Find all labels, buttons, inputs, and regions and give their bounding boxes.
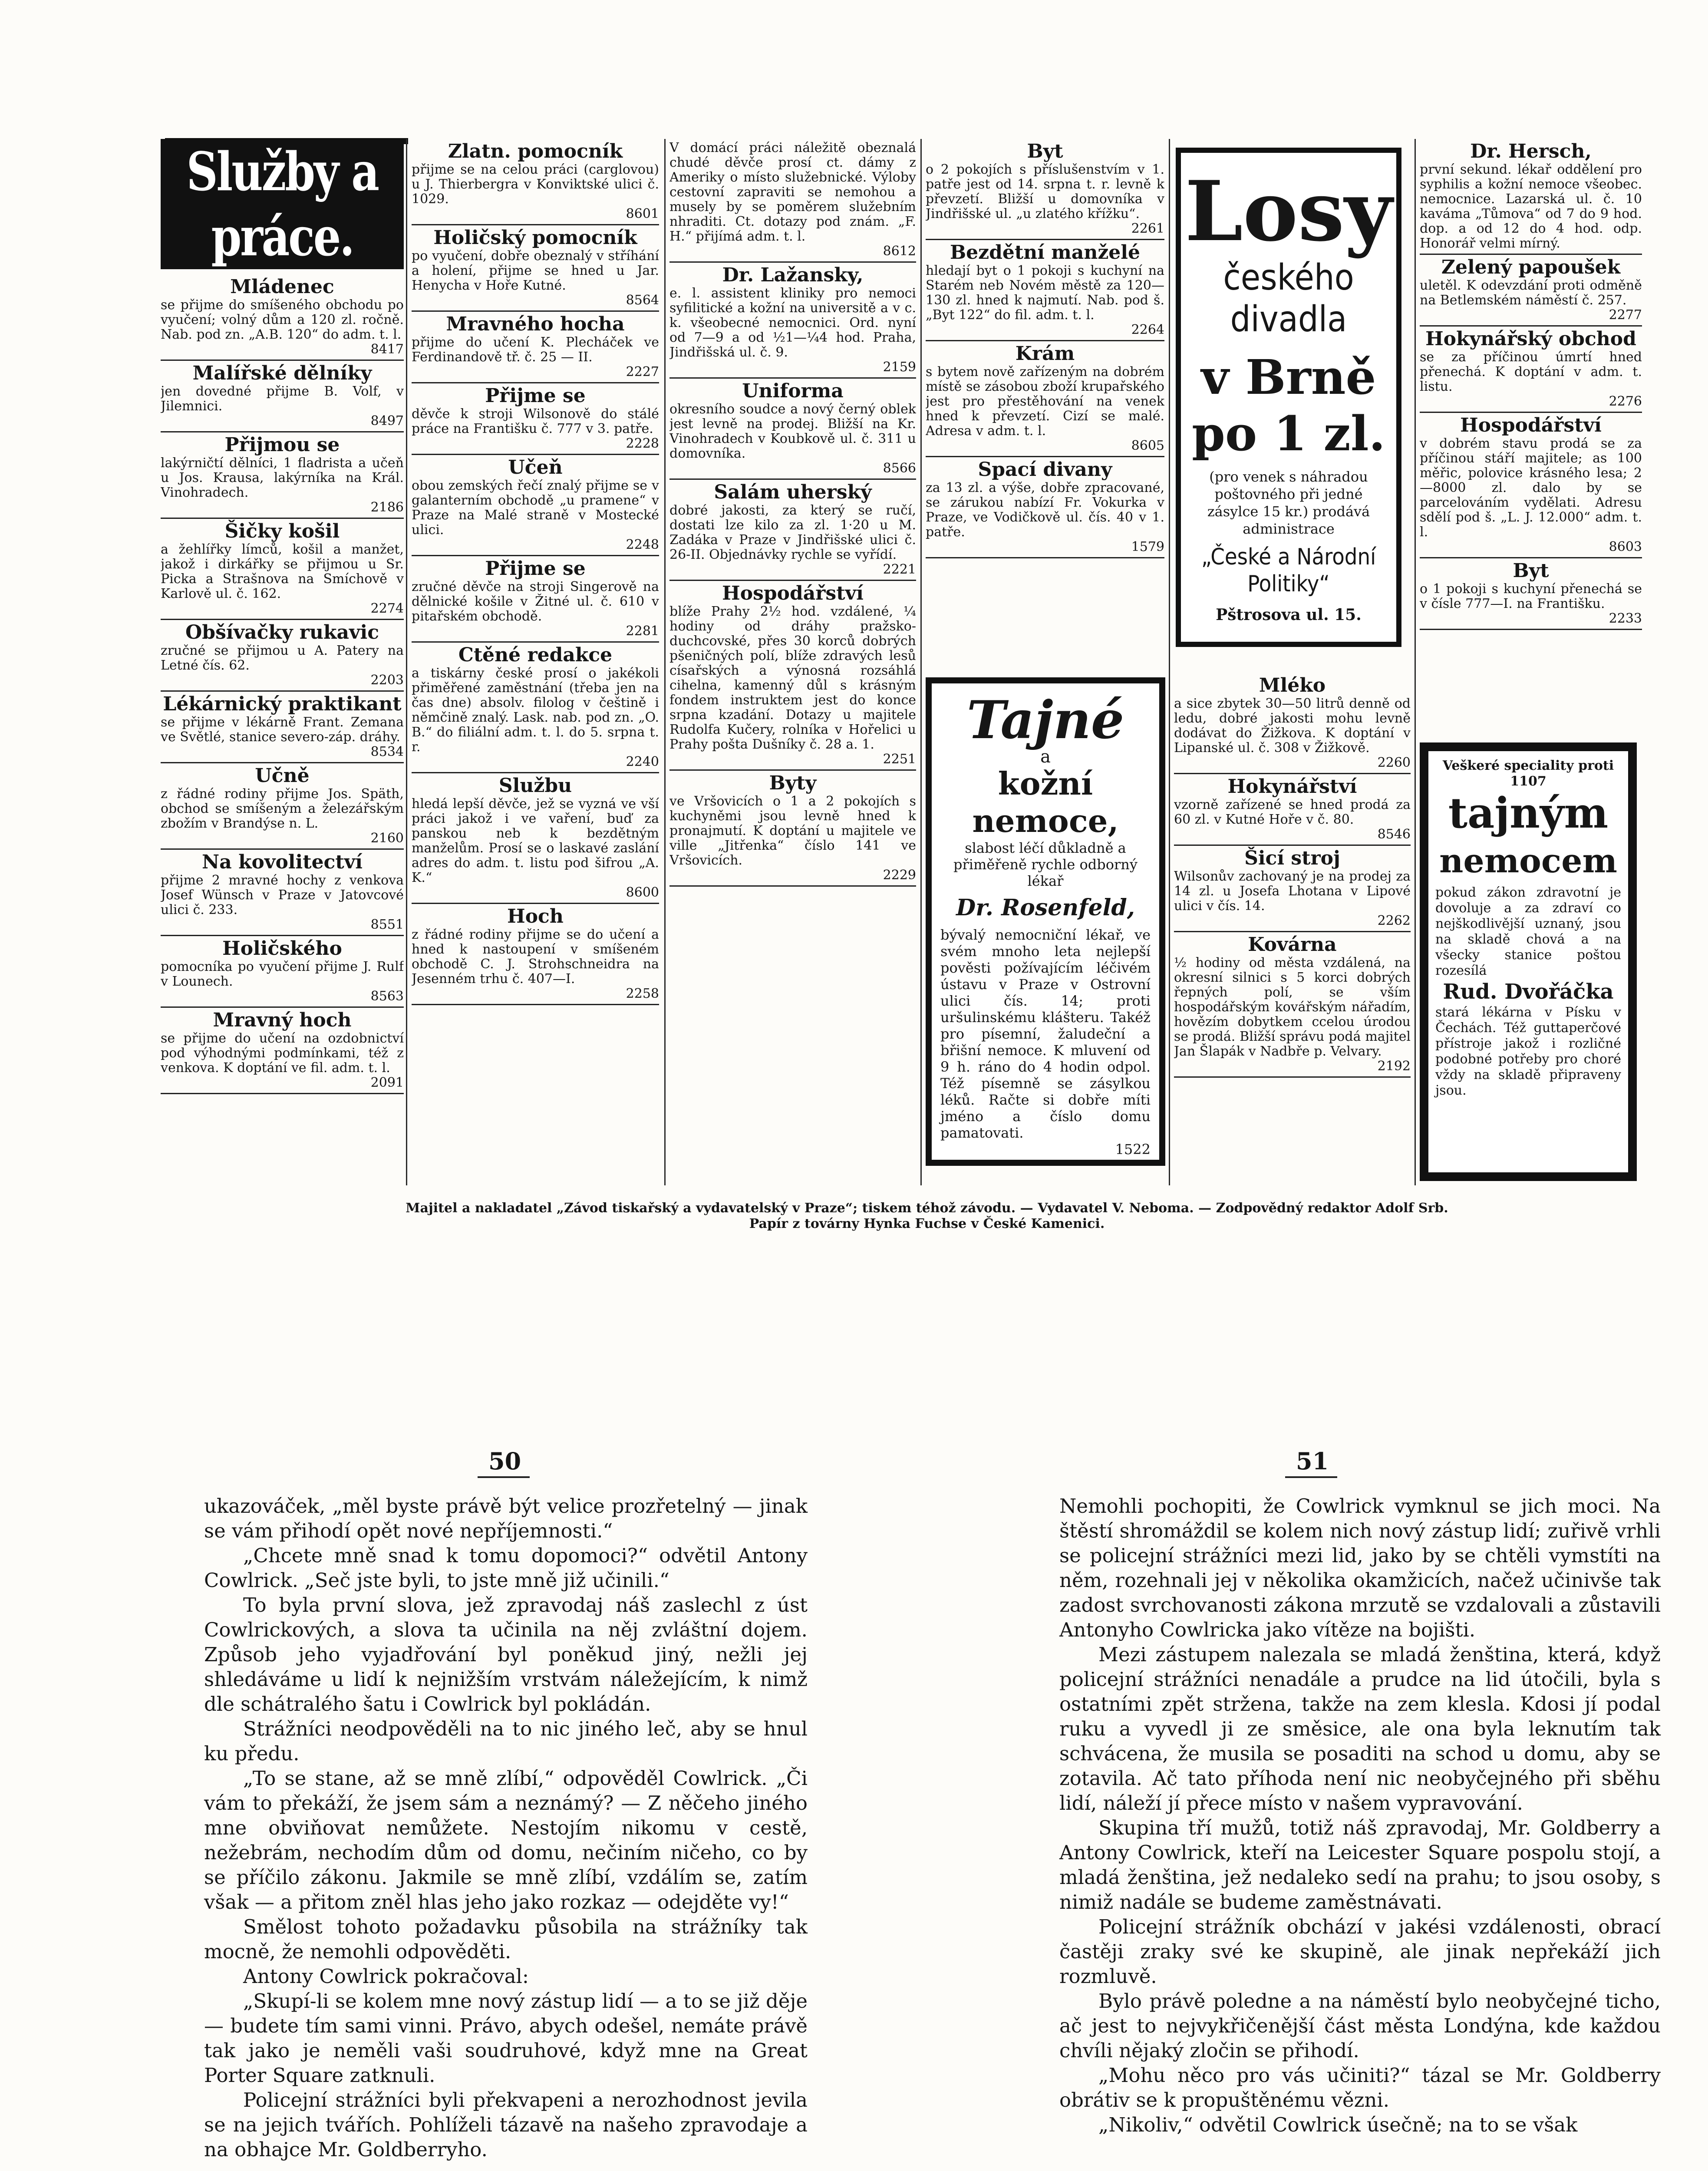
tajny-text: pokud zákon zdravotní je dovoluje a za zdraví co nejškodlivější uznaný, jsou na skladě chová a na všecky stanice poštou rozesílá	[1435, 885, 1621, 978]
ad-heading: Službu	[498, 775, 572, 797]
tajne-title: Tajné	[966, 690, 1124, 751]
ad-heading: Učně	[255, 765, 310, 787]
ad-heading: Spací divany	[978, 459, 1112, 481]
losy-line3: po 1 zl.	[1192, 406, 1385, 462]
ad-number: 8600	[626, 885, 659, 900]
ad-heading: Hospodářství	[722, 582, 864, 604]
ads-column-5	[1174, 673, 1411, 1181]
classified-ad	[1420, 558, 1642, 630]
ad-text: zručné děvče na stroji Singerově na dělnické košile v Žitné ul. č. 610 v pitařském obchodě.	[412, 579, 659, 624]
ad-text: hledá lepší děvče, jež se vyzná ve vší práci jakož i ve vaření, buď za panskou neb k bezdětným manželům. Prosí se o laskavé zaslání adres do adm. t. listu pod šifrou „A. K.“	[412, 796, 659, 885]
page-number-rule	[1285, 1476, 1337, 1478]
classified-ad	[412, 556, 659, 643]
tajne-doctor: Dr. Rosenfeld,	[956, 894, 1135, 921]
ad-heading: Hospodářství	[1460, 414, 1602, 436]
classified-ad	[926, 139, 1164, 240]
ad-number: 8603	[1609, 539, 1642, 554]
ad-text: v dobrém stavu prodá se za příčinou stáří majitele; as 100 měřic, polovice krásného lesa; 2—8000 zl. dalo by se parcelováním vydělati. Adresu sdělí pod š. „L. J. 12.000“ adm. t. l.	[1420, 436, 1642, 540]
column-divider	[1415, 139, 1416, 1185]
ad-heading: Hokynářství	[1227, 775, 1357, 798]
tajne-nemoce-advertisement	[926, 677, 1165, 1166]
book-paragraph: Bylo právě poledne a na náměstí bylo neobyčejné ticho, ač jest to nejvykřičenější část města Londýna, kde každou chvíli nějaký zločin se přihodí.	[1059, 1990, 1661, 2062]
ad-number: 2274	[370, 601, 404, 616]
ad-heading: Přijmou se	[224, 434, 340, 456]
book-paragraph: „Skupí-li se kolem mne nový zástup lidí — a to se již děje — budete tím sami vinni. Právo, abych odešel, nemáte právě tak jako je neměli vaši soudruhové, když mne na Great Porter Square zatknuli.	[204, 1990, 808, 2087]
classified-ad	[669, 581, 916, 771]
ad-heading: Přijme se	[485, 385, 586, 407]
ad-text: se přijme do učení na ozdobnictví pod výhodnými podmínkami, též z venkova. K doptání ve fil. adm. t. l.	[161, 1031, 404, 1076]
classified-ad	[161, 432, 404, 519]
ad-number: 2160	[370, 831, 404, 846]
book-paragraph: Strážníci neodpověděli na to nic jiného leč, aby se hnul ku předu.	[204, 1717, 808, 1765]
ad-text: ½ hodiny od města vzdálená, na okresní silnici s 5 korci dobrých řepných polí, se vším hospodářským kovářským nářadím, hovězím dobytkem ccelou úrodou se prodá. Bližší správu podá majitel Jan Šlapák v Nadbře p. Velvary.	[1174, 955, 1411, 1059]
ad-text: se přijme do smíšeného obchodu po vyučení; volný dům a 120 zl. ročně. Nab. pod zn. „A.B. 120“ do adm. t. l.	[161, 297, 404, 342]
ad-heading: Hokynářský obchod	[1425, 328, 1636, 350]
tajny-top-text: Veškeré speciality proti	[1442, 758, 1614, 773]
book-paragraph: Antony Cowlrick pokračoval:	[243, 1965, 529, 1988]
column-divider	[920, 139, 922, 1185]
ad-heading: Malířské dělníky	[192, 362, 372, 384]
ad-number: 8563	[370, 989, 404, 1004]
imprint-line2: Papír z továrny Hynka Fuchse v České Kamenici.	[749, 1216, 1105, 1231]
ad-heading: Holičský pomocník	[433, 227, 637, 249]
ad-heading: Krám	[1015, 343, 1075, 365]
classified-ad	[161, 936, 404, 1008]
ad-heading: Zelený papoušek	[1441, 256, 1621, 278]
classified-ad	[412, 383, 659, 455]
losy-line2: v Brně	[1201, 349, 1376, 405]
ad-number: 2261	[1131, 221, 1164, 236]
classified-ad	[669, 139, 916, 263]
ad-heading: Obšívačky rukavic	[185, 621, 379, 643]
ad-number: 2277	[1609, 307, 1642, 323]
classified-ad	[412, 643, 659, 773]
ad-text: Wilsonův zachovaný je na prodej za 14 zl. u Josefa Lhotana v Lipové ulici v čís. 14.	[1174, 869, 1411, 914]
classified-ad	[926, 240, 1164, 341]
ad-heading: Kovárna	[1248, 934, 1337, 956]
book-paragraph: „Mohu něco pro vás učiniti?“ tázal se Mr. Goldberry obrátiv se k propuštěnému vězni.	[1059, 2064, 1661, 2112]
ad-number: 2262	[1377, 913, 1411, 928]
ad-number: 2227	[626, 364, 659, 379]
book-page-left	[204, 1494, 808, 2162]
ad-text: se za příčinou úmrtí hned přenechá. K doptání v adm. t. listu.	[1420, 350, 1642, 394]
classified-ad	[161, 274, 404, 361]
ad-heading: Dr. Hersch,	[1470, 140, 1592, 162]
classified-ad	[1420, 139, 1642, 255]
classified-ad	[1174, 673, 1411, 774]
ad-number: 2276	[1609, 394, 1642, 409]
ad-text: ve Vršovicích o 1 a 2 pokojích s kuchyněmi jsou levně hned k pronajmutí. K doptání u majitele ve ville „Jitřenka“ číslo 141 ve Vršovicích.	[669, 794, 916, 868]
ad-text: z řádné rodiny přijme Jos. Späth, obchod se smíšeným a železářským zbožím v Brandýse n. L.	[161, 786, 404, 831]
ad-text: přijme 2 mravné hochy z venkova Josef Wünsch v Praze v Jatovcové ulici č. 233.	[161, 873, 404, 917]
tajne-number: 1522	[1115, 1141, 1151, 1158]
classified-ad	[412, 904, 659, 1005]
book-paragraph: To byla první slova, jež zpravodaj náš zaslechl z úst Cowlrickových, a slova ta učinila na něj zvláštní dojem. Způsob jeho vyjadřování byl poněkud jiný, nežli jej shledáváme u lidí k nejnižším vrstvám náležejícím, k nimž dle schátralého šatu i Cowlrick byl pokládán.	[204, 1594, 808, 1716]
ad-number: 2281	[626, 624, 659, 639]
ad-text: pomocníka po vyučení přijme J. Rulf v Lounech.	[161, 959, 404, 989]
ad-text: obou zemských řečí znalý přijme se v galanterním obchodě „u pramene“ v Praze na Malé straně v Mostecké ulici.	[412, 478, 659, 538]
classified-ad	[161, 763, 404, 850]
ad-number: 8417	[370, 342, 404, 357]
tajne-text2: bývalý nemocniční lékař, ve svém mnoho leta nejlepší pověsti požívajícím léčivém ústavu v Praze v Ostrovní ulici čís. 14; proti uršulinskému klášteru. Takéž pro písemní, žaludeční a břišní nemoce. K mluvení od 9 h. ráno do 4 hodin odpol. Též písemně se zásylkou léků. Račte si dobře míti jméno a číslo domu pamatovati.	[940, 927, 1151, 1141]
column-divider	[664, 139, 666, 1185]
ads-column-4	[926, 139, 1164, 677]
classified-ad	[926, 341, 1164, 457]
section-banner: Služby a práce.	[161, 139, 404, 269]
ad-number: 8551	[370, 917, 404, 932]
ads-column-3	[669, 139, 916, 1181]
ad-heading: Dr. Lažansky,	[722, 264, 864, 286]
ad-number: 8564	[626, 293, 659, 308]
ad-text: první sekund. lékař oddělení pro syphilis a kožní nemoce všeobec. nemocnice. Lazarská ul. č. 10 kaváma „Tůmova“ od 7 do 9 hod. dop. a od 12 do 4 hod. odp. Honorář velmi mírný.	[1420, 162, 1642, 251]
ad-text: děvče k stroji Wilsonově do stálé práce na Františku č. 777 v 3. patře.	[412, 406, 659, 436]
ad-text: přijme do učení K. Plecháček ve Ferdinandově tř. č. 25 — II.	[412, 335, 659, 365]
ad-heading: Mléko	[1259, 674, 1326, 696]
ad-text: z řádné rodiny přijme se do učení a hned k nastoupení v smíšeném obchodě C. J. Strohschneidra na Jesenném trhu č. 407—I.	[412, 927, 659, 987]
ad-heading: Salám uherský	[714, 481, 872, 503]
ad-number: 2258	[626, 986, 659, 1001]
classified-ad	[669, 263, 916, 379]
classified-ad	[669, 771, 916, 887]
classified-ad	[1420, 255, 1642, 327]
ad-number: 2186	[370, 500, 404, 515]
page-number-right: 51	[1296, 1447, 1329, 1475]
losy-line4: (pro venek s náhradou poštovného při jedné zásylce 15 kr.) prodává administrace	[1207, 469, 1370, 537]
book-page-right	[1059, 1494, 1661, 2137]
ad-heading: Šičky košil	[224, 520, 340, 542]
ads-column-6	[1420, 139, 1642, 738]
losy-line6: Pštrosova ul. 15.	[1216, 606, 1362, 624]
imprint-line1: Majitel a nakladatel „Závod tiskařský a vydavatelský v Praze“; tiskem téhož závodu. — Vydavatel V. Neboma. — Zodpovědný redaktor Adolf Srb.	[406, 1201, 1448, 1216]
ad-number: 8566	[883, 461, 916, 476]
ad-number: 2221	[883, 562, 916, 577]
ad-number: 2260	[1377, 755, 1411, 770]
imprint	[204, 1201, 1650, 1232]
classified-ad	[412, 312, 659, 383]
ad-text: přijme se na celou práci (carglovou) u J. Thierbergra v Konviktské ulici č. 1029.	[412, 162, 659, 207]
ad-text: lakýrničtí dělníci, 1 fladrista a učeň u Jos. Krausa, lakýrníka na Král. Vinohradech.	[161, 455, 404, 500]
ad-number: 8605	[1131, 438, 1164, 453]
ad-number: 8497	[370, 413, 404, 429]
ad-text: o 1 pokoji s kuchyní přenechá se v čísle 777—I. na Františku.	[1420, 581, 1642, 611]
ad-number: 2159	[883, 360, 916, 375]
ad-text: e. l. assistent kliniky pro nemoci syfilitické a kožní na universitě a v c. k. všeobecné nemocnici. Ord. nyní od 7—9 a od ½1—¼4 hod. Praha, Jindřišská ul. č. 9.	[669, 286, 916, 360]
column-divider	[1169, 139, 1170, 1185]
classified-ad	[412, 225, 659, 312]
classified-ad	[161, 1008, 404, 1094]
book-paragraph: Nemohli pochopiti, že Cowlrick vymknul se jich moci. Na štěstí shromáždil se kolem nich nový zástup lidí; zuřivě vrhli se policejní strážníci mezi lid, jako by se chtěli vymstíti na něm, rozehnali jej v několika okamžicích, načež učinivše tak zadost svrchovanosti zákona mrzutě se vzdalovali a zůstavili Antonyho Cowlricka jako vítěze na bojišti.	[1059, 1495, 1661, 1641]
ad-heading: Zlatn. pomocník	[448, 140, 623, 162]
ad-heading: Na kovolitectví	[202, 851, 363, 873]
book-paragraph: Smělost tohoto požadavku působila na strážníky tak mocně, že nemohli odpověděti.	[204, 1915, 808, 1963]
classified-ad	[161, 361, 404, 432]
ad-text: se přijme v lékárně Frant. Zemana ve Světlé, stanice severo-záp. dráhy.	[161, 715, 404, 745]
ad-text: zručné se přijmou u A. Patery na Letné čís. 62.	[161, 643, 404, 673]
classified-ad	[161, 519, 404, 620]
classified-ad	[412, 773, 659, 904]
classified-ad	[161, 850, 404, 936]
classified-ad	[161, 692, 404, 763]
ad-heading: Byt	[1027, 140, 1063, 162]
ad-text: o 2 pokojích s příslušenstvím v 1. patře jest od 14. srpna t. r. levně k převzetí. Bližší u domovníka v Jindřišské ul. „u zlatého křížku“.	[926, 162, 1164, 221]
classified-ad	[1174, 774, 1411, 846]
ad-heading: Bezdětní manželé	[950, 241, 1141, 264]
ad-heading: Lékárnický praktikant	[163, 693, 402, 715]
ad-text: V domácí práci náležitě obeznalá chudé děvče prosí ct. dámy z Ameriky o místo služebnické. Výloby cestovní zapraviti se nemohou a musely by se poměrem služebním nhraditi. Ct. dotazy pod znám. „F. H.“ přijímá adm. t. l.	[669, 140, 916, 244]
ad-heading: Mravného hocha	[446, 313, 625, 335]
classified-ad	[1174, 932, 1411, 1078]
ad-heading: Holičského	[222, 937, 342, 960]
classified-ad	[669, 480, 916, 581]
ad-text: po vyučení, dobře obeznalý v stříhání a holení, přijme se hned u Jar. Henycha v Hoře Kutné.	[412, 248, 659, 293]
ad-heading: Ctěné redakce	[458, 644, 613, 666]
tajny-name: Rud. Dvořáčka	[1443, 980, 1614, 1004]
classified-ad	[669, 379, 916, 480]
book-paragraph: Skupina tří mužů, totiž náš zpravodaj, Mr. Goldberry a Antony Cowlrick, kteří na Leicester Square pospolu stojí, a mladá ženština, jež nedaleko sedí na prahu; to jsou osoby, s nimiž nadále se budeme zaměstnávati.	[1059, 1816, 1661, 1914]
tajny-big2: nemocem	[1439, 841, 1617, 880]
ad-heading: Byty	[769, 772, 817, 794]
ad-heading: Uniforma	[742, 380, 844, 402]
tajny-text2: stará lékárna v Písku v Čechách. Též guttaperčové přístroje jakož i rozličné podobné potřeby pro choré vždy na skladě připraveny jsou.	[1435, 1005, 1621, 1098]
ad-number: 8612	[883, 244, 916, 259]
losy-advertisement	[1176, 148, 1401, 647]
ad-number: 2228	[626, 436, 659, 451]
page-number-rule	[478, 1476, 530, 1478]
classified-ad	[926, 457, 1164, 558]
classified-ad	[161, 620, 404, 692]
ad-text: a žehlířky límců, košil a manžet, jakož i dirkářky se přijmou u Sr. Picka a Strašnova na Smíchově v Karlově ul. č. 162.	[161, 542, 404, 601]
book-paragraph: ukazováček, „měl byste právě být velice prozřetelný — jinak se vám přihodí opět nové nepříjemnosti.“	[204, 1495, 808, 1542]
ad-text: s bytem nově zařízeným na dobrém místě se zásobou zboží krupařského jest pro přestěhování na venek hned k převzetí. Cizí se malé. Adresa v adm. t. l.	[926, 364, 1164, 439]
losy-title: Losy	[1185, 163, 1392, 260]
ad-number: 8601	[626, 206, 659, 221]
ad-number: 2248	[626, 537, 659, 552]
ad-heading: Přijme se	[485, 558, 586, 580]
classified-ad	[1420, 413, 1642, 558]
ad-text: uletěl. K odevzdání proti odměně na Betlemském náměstí č. 257.	[1420, 278, 1642, 308]
ads-column-2	[412, 139, 659, 1181]
ad-text: blíže Prahy 2½ hod. vzdálené, ¼ hodiny od dráhy pražsko-duchcovské, přes 30 korců dobrých pšeničných polí, blíže zdravých lesů císařských a výnosná rozsáhlá cihelna, kamenný důl s krásným fondem instruktem jest do konce srpna kzadání. Dotazy u majitele Rudolfa Kučery, rolníka v Hořelici u Prahy pošta Dušníky č. 28 a. 1.	[669, 604, 916, 752]
column-divider	[406, 139, 407, 1185]
classified-ad	[1174, 846, 1411, 932]
book-paragraph: Mezi zástupem nalezala se mladá ženština, která, když policejní strážníci nenadále a prudce na lid útočili, byla s ostatními zpět stržena, takže na zem klesla. Kdosi jí podal ruku a vyvedl ji ze směsice, ale ona byla leknutím tak schvácena, že musila se posaditi na schod u domu, aby se zotavila. Ač tato příhoda není nic neobyčejného při sběhu lidí, náleží jí přece místo v našem vypravování.	[1059, 1643, 1661, 1815]
ad-text: hledají byt o 1 pokoji s kuchyní na Starém neb Novém městě za 120—130 zl. hned k najmutí. Nab. pod š. „Byt 122“ do fil. adm. t. l.	[926, 263, 1164, 323]
tajny-top-number: 1107	[1510, 774, 1546, 789]
ad-number: 2229	[883, 868, 916, 883]
ad-number: 1579	[1131, 539, 1164, 554]
losy-line5: „České a Národní Politiky“	[1201, 544, 1376, 597]
tajny-top	[1435, 758, 1621, 789]
book-paragraph: „To se stane, až se mně zlíbí,“ odpověděl Cowlrick. „Či vám to překáží, že jsem sám a neznámý? — Z něčeho jiného mne obviňovat nemůžete. Nestojím nikomu v cestě, nežebrám, nechodím dům od domu, nečiním ničeho, co by se příčilo zákonu. Jakmile se mně zlíbí, vzdálím se, zatím však — a přitom zněl hlas jeho jako rozkaz — odejděte vy!“	[204, 1767, 808, 1914]
classified-ad	[1420, 327, 1642, 413]
ads-column-1	[161, 139, 404, 1181]
ad-number: 2264	[1131, 322, 1164, 337]
ad-text: okresního soudce a nový černý oblek jest levně na prodej. Bližší na Kr. Vinohradech v Koubkově ul. č. 311 u domovníka.	[669, 402, 916, 461]
ad-heading: Byt	[1513, 560, 1549, 582]
ad-number: 2251	[883, 752, 916, 767]
ad-heading: Mládenec	[230, 276, 334, 298]
ad-number: 2192	[1377, 1059, 1411, 1074]
tajne-subtitle: kožní nemoce,	[972, 765, 1119, 839]
classified-ad	[412, 139, 659, 225]
ad-heading: Šicí stroj	[1244, 847, 1340, 869]
tajne-a: a	[1040, 747, 1051, 767]
classified-ads-section	[161, 139, 1642, 1185]
ad-text: dobré jakosti, za který se ručí, dostati lze kilo za zl. 1·20 u M. Zadáka v Praze v Jindřišské ulici č. 26-II. Objednávky rychle se vyřídí.	[669, 503, 916, 562]
book-paragraph: Policejní strážníci byli překvapeni a nerozhodnost jevila se na jejich tvářích. Pohlíželi tázavě na našeho zpravodaje a na obhajce Mr. Goldberryho.	[204, 2089, 808, 2161]
tajne-text1: slabost léčí důkladně a přiměřeně rychle odborný lékař	[953, 840, 1138, 889]
losy-line1: českého divadla	[1223, 257, 1354, 340]
ad-text: za 13 zl. a výše, dobře zpracované, se zárukou nabízí Fr. Vokurka v Praze, ve Vodičkově ul. čís. 40 v 1. patře.	[926, 480, 1164, 540]
ad-text: jen dovedné přijme B. Volf, v Jilemnici.	[161, 384, 404, 414]
ad-text: a sice zbytek 30—50 litrů denně od ledu, dobré jakosti mohu levně dodávat do Žižkova. K doptání v Lipanské ul. č. 308 v Žižkově.	[1174, 696, 1411, 756]
classified-ad	[412, 455, 659, 556]
ad-number: 2240	[626, 754, 659, 769]
ad-number: 8534	[370, 744, 404, 759]
ad-number: 2203	[370, 673, 404, 688]
ad-number: 2091	[370, 1075, 404, 1090]
ad-text: a tiskárny české prosí o jakékoli přiměřené zaměstnání (třeba jen na čas dne) absolv. filolog v češtině i němčině znalý. Lask. nab. pod zn. „O. B.“ do filiální adm. t. l. do 5. srpna t. r.	[412, 666, 659, 755]
page-number-left: 50	[488, 1447, 521, 1475]
book-paragraph: „Nikoliv,“ odvětil Cowlrick úsečně; na to se však	[1098, 2113, 1578, 2136]
ad-text: vzorně zařízené se hned prodá za 60 zl. v Kutné Hoře v č. 80.	[1174, 797, 1411, 827]
ad-heading: Mravný hoch	[213, 1009, 352, 1031]
tajnym-nemocem-advertisement	[1420, 742, 1637, 1181]
ad-number: 8546	[1377, 827, 1411, 842]
ad-number: 2233	[1609, 611, 1642, 626]
ad-heading: Hoch	[507, 905, 564, 927]
ad-heading: Učeň	[508, 456, 563, 478]
book-paragraph: „Chcete mně snad k tomu dopomoci?“ odvětil Antony Cowlrick. „Seč jste byli, to jste mně již učinili.“	[204, 1544, 808, 1592]
book-paragraph: Policejní strážník obchází v jakési vzdálenosti, obrací častěji zraky své ke skupině, ale jinak nepřekáží jich rozmluvě.	[1059, 1915, 1661, 1988]
tajny-big1: tajným	[1448, 789, 1609, 838]
